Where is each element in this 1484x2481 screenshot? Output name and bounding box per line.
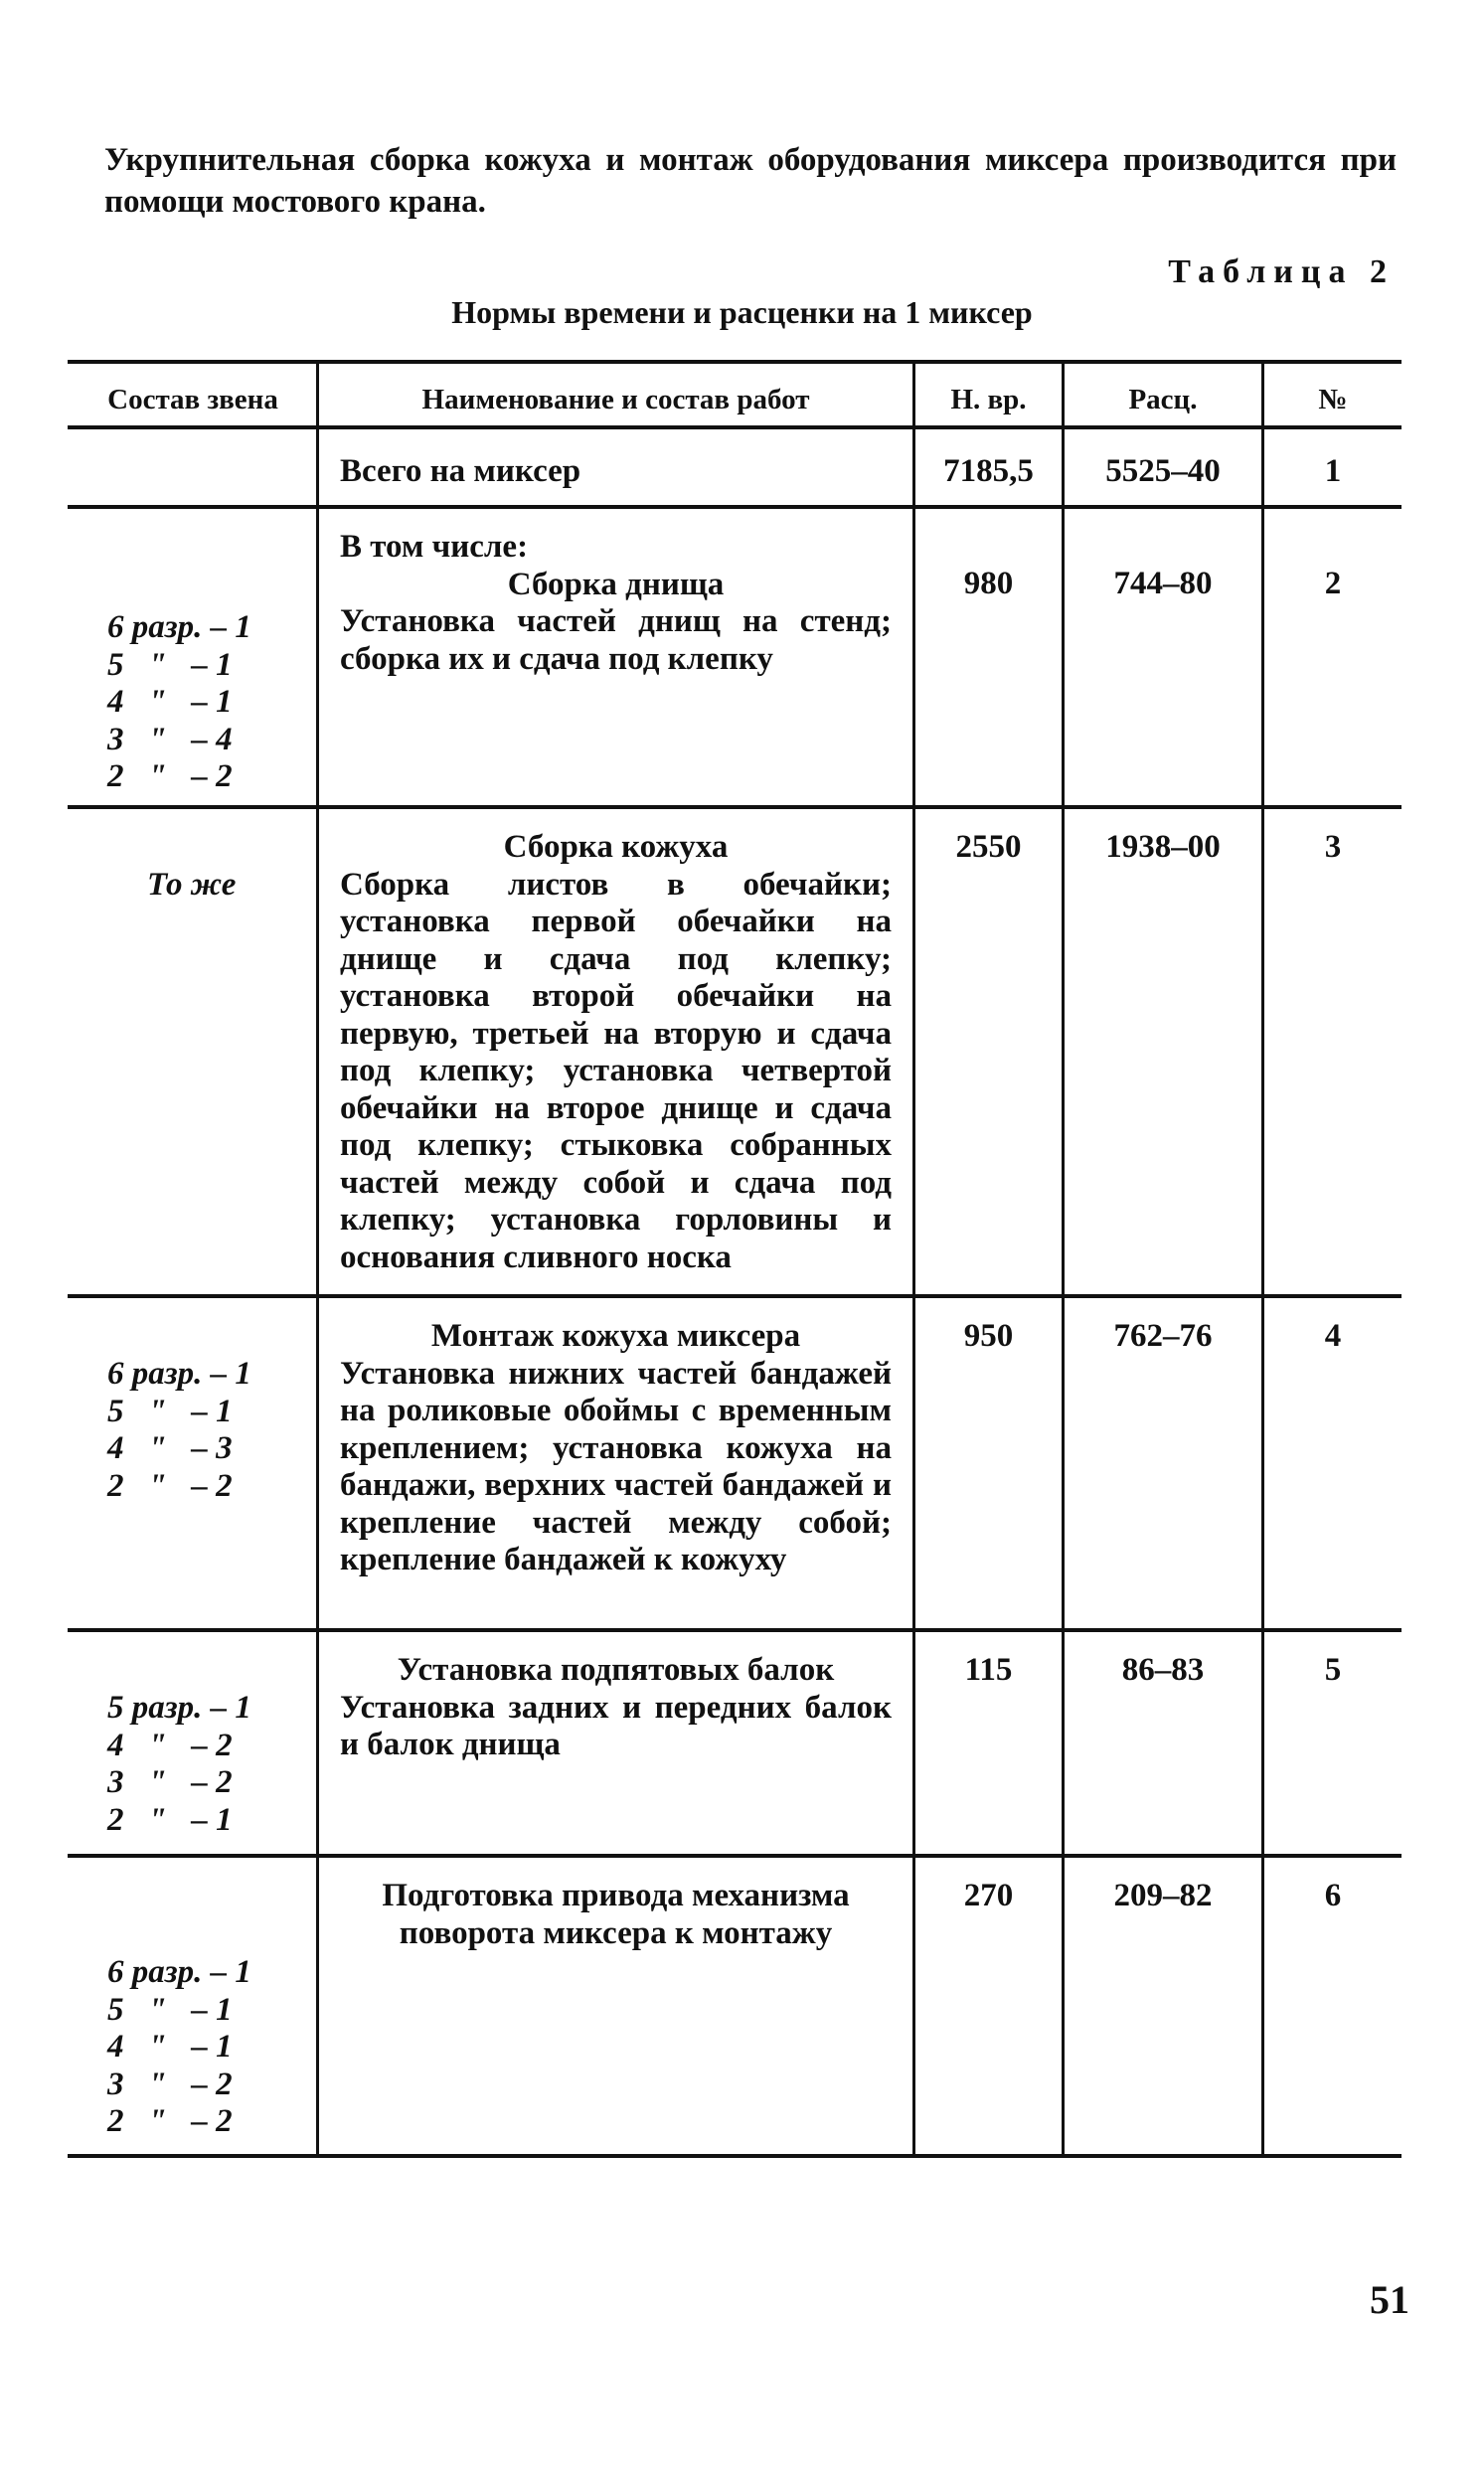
row3-work [340, 829, 892, 1276]
row3-no: 3 [1324, 829, 1342, 865]
row2-no: 2 [1324, 566, 1342, 601]
header-norm: Н. вр. [950, 384, 1027, 415]
table-rule-row3 [68, 1294, 1402, 1298]
table-rule-bottom [68, 2154, 1402, 2158]
row3-crew: То же [147, 867, 237, 903]
row4-no: 4 [1324, 1318, 1342, 1354]
row2-title: Сборка днища [507, 566, 725, 602]
table-rule-header [68, 425, 1402, 429]
header-work: Наименование и состав работ [421, 384, 810, 415]
row4-title: Монтаж кожуха миксера [430, 1318, 801, 1354]
row3-desc: Сборка листов в обечайки; установка первой обечайки на днище и сдача под клепку; установка второй обечайки на первую, третьей на вторую и сдача под клепку; установка четвертой обечайки на второе днище и сдача под клепку; стыковка собранных частей между собой и сдача под клепку; установка горловины и основания сливного носка [340, 866, 892, 1275]
table-rule-row2 [68, 805, 1402, 809]
row1-title: Всего на миксер [340, 453, 581, 489]
row4-rate: 762–76 [1113, 1318, 1213, 1354]
row5-work [340, 1652, 892, 1764]
row3-title: Сборка кожуха [503, 829, 729, 865]
row2-norm: 980 [963, 566, 1014, 601]
row1-norm: 7185,5 [943, 453, 1034, 489]
row6-work [340, 1878, 892, 1952]
row6-crew: 6 разр. – 1 5 " – 1 4 " – 1 3 " – 2 2 " – 2 [107, 1954, 251, 2139]
row5-norm: 115 [964, 1652, 1013, 1688]
row2-work [340, 529, 892, 678]
table-rule-row5 [68, 1854, 1402, 1858]
table-label: Таблица 2 [1168, 253, 1395, 290]
table-rule-row1 [68, 505, 1402, 509]
row2-prefix: В том числе: [340, 529, 529, 565]
table-title: Нормы времени и расценки на 1 миксер [451, 294, 1033, 330]
header-no: № [1318, 384, 1348, 415]
intro-paragraph: Укрупнительная сборка кожуха и монтаж оборудования миксера производится при помощи мостового крана. [104, 142, 1397, 220]
row4-work [340, 1318, 892, 1579]
header-rate: Расц. [1128, 384, 1198, 415]
row1-no: 1 [1324, 453, 1342, 489]
row5-rate: 86–83 [1121, 1652, 1205, 1688]
row2-rate: 744–80 [1113, 566, 1213, 601]
row6-title: Подготовка привода механизма поворота миксера к монтажу [382, 1878, 850, 1951]
row2-crew: 6 разр. – 1 5 " – 1 4 " – 1 3 " – 4 2 " – 2 [107, 609, 251, 794]
row1-rate: 5525–40 [1105, 453, 1221, 489]
row5-desc: Установка задних и передних балок и балок днища [340, 1689, 892, 1762]
row6-rate: 209–82 [1113, 1878, 1213, 1913]
table-col-divider-1 [316, 360, 319, 2157]
row4-desc: Установка нижних частей бандажей на роликовые обоймы с временным креплением; установка кожуха на бандажи, верхних частей бандажей и крепление частей между собой; крепление бандажей к кожуху [340, 1355, 892, 1577]
row5-no: 5 [1324, 1652, 1342, 1688]
row4-crew: 6 разр. – 1 5 " – 1 4 " – 3 2 " – 2 [107, 1356, 251, 1504]
table-rule-top [68, 360, 1402, 364]
row2-desc: Установка частей днищ на стенд; сборка их и сдача под клепку [340, 603, 892, 677]
header-crew: Состав звена [107, 384, 278, 415]
page-number: 51 [1370, 2277, 1409, 2322]
row5-crew: 5 разр. – 1 4 " – 2 3 " – 2 2 " – 1 [107, 1690, 251, 1838]
row6-norm: 270 [963, 1878, 1014, 1913]
table-rule-row4 [68, 1628, 1402, 1632]
row6-no: 6 [1324, 1878, 1342, 1913]
row3-norm: 2550 [955, 829, 1022, 865]
row3-rate: 1938–00 [1105, 829, 1221, 865]
row5-title: Установка подпятовых балок [397, 1652, 835, 1688]
row4-norm: 950 [963, 1318, 1014, 1354]
